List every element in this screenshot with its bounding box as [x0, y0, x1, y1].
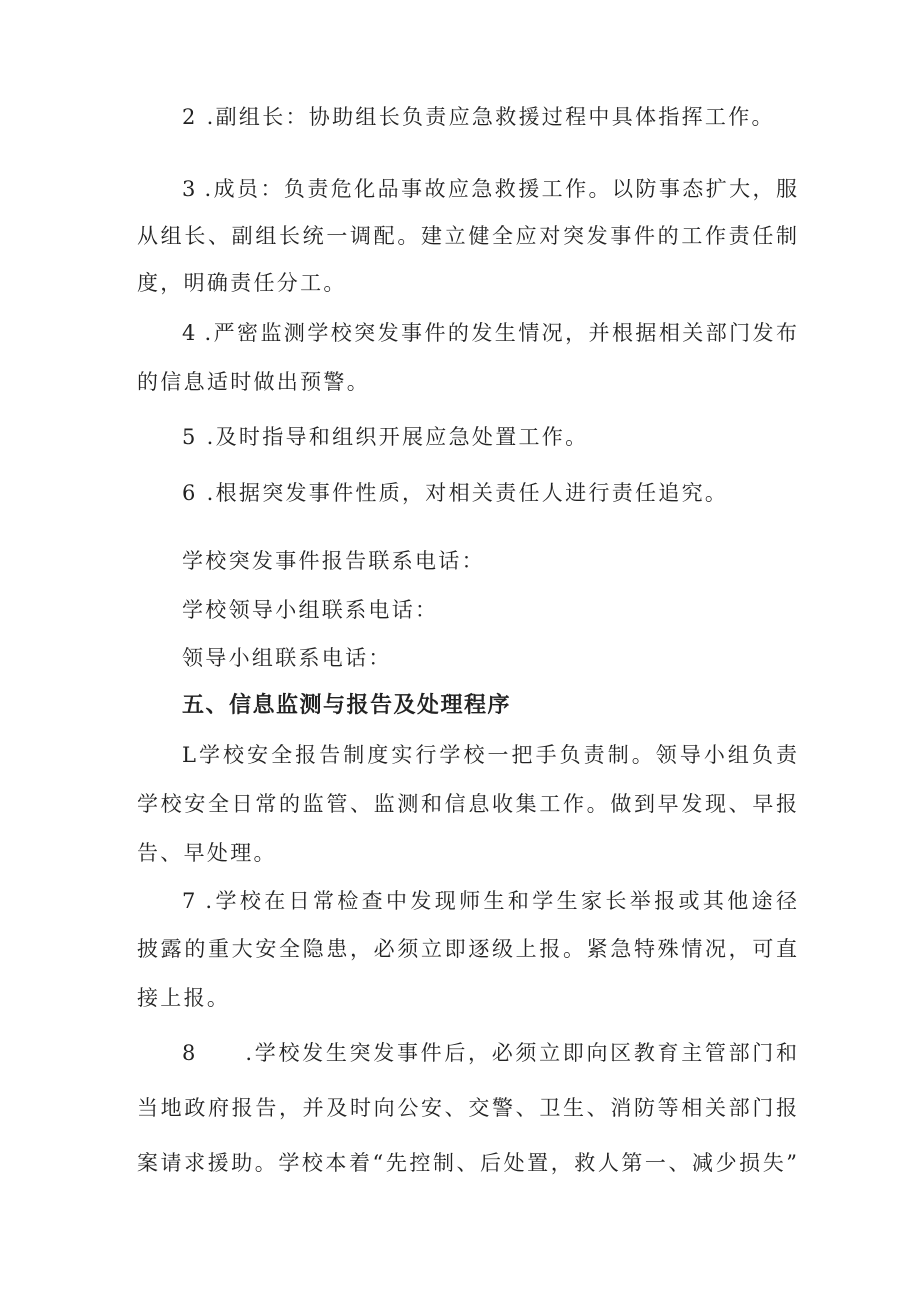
section-5-p3-line-3: 案请求援助。学校本着“先控制、后处置，救人第一、减少损失” — [137, 1151, 797, 1175]
item-5-line-1: 5 .及时指导和组织开展应急处置工作。 — [182, 425, 589, 449]
section-5-p3-line-2: 当地政府报告，并及时向公安、交警、卫生、消防等相关部门报 — [137, 1096, 797, 1120]
section-5-p3-line-1: 8 .学校发生突发事件后，必须立即向区教育主管部门和 — [182, 1041, 797, 1065]
item-3-line-3: 度，明确责任分工。 — [137, 271, 347, 295]
section-5-p1-line-1: L学校安全报告制度实行学校一把手负责制。领导小组负责 — [182, 743, 797, 767]
item-4-line-1: 4 .严密监测学校突发事件的发生情况，并根据相关部门发布 — [182, 321, 797, 345]
item-6-line-1: 6 .根据突发事件性质，对相关责任人进行责任追究。 — [182, 481, 729, 505]
section-5-p1-line-3: 告、早处理。 — [137, 841, 277, 865]
item-2-line-1: 2 .副组长：协助组长负责应急救援过程中具体指挥工作。 — [182, 105, 775, 129]
section-5-p2-line-3: 接上报。 — [137, 986, 231, 1010]
item-4-line-2: 的信息适时做出预警。 — [137, 370, 370, 394]
section-5-heading: 五、信息监测与报告及处理程序 — [182, 693, 512, 718]
item-3-line-1: 3 .成员：负责危化品事故应急救援工作。以防事态扩大，服 — [182, 177, 797, 201]
section-5-p1-line-2: 学校安全日常的监管、监测和信息收集工作。做到早发现、早报 — [137, 792, 797, 816]
contact-school-leadership: 学校领导小组联系电话： — [182, 598, 439, 622]
contact-leadership-group: 领导小组联系电话： — [182, 646, 392, 670]
section-5-p2-line-1: 7 .学校在日常检查中发现师生和学生家长举报或其他途径 — [182, 889, 797, 913]
section-5-p2-line-2: 披露的重大安全隐患，必须立即逐级上报。紧急特殊情况，可直 — [137, 937, 797, 961]
item-3-line-2: 从组长、副组长统一调配。建立健全应对突发事件的工作责任制 — [137, 224, 797, 248]
contact-school-emergency: 学校突发事件报告联系电话： — [182, 549, 485, 573]
